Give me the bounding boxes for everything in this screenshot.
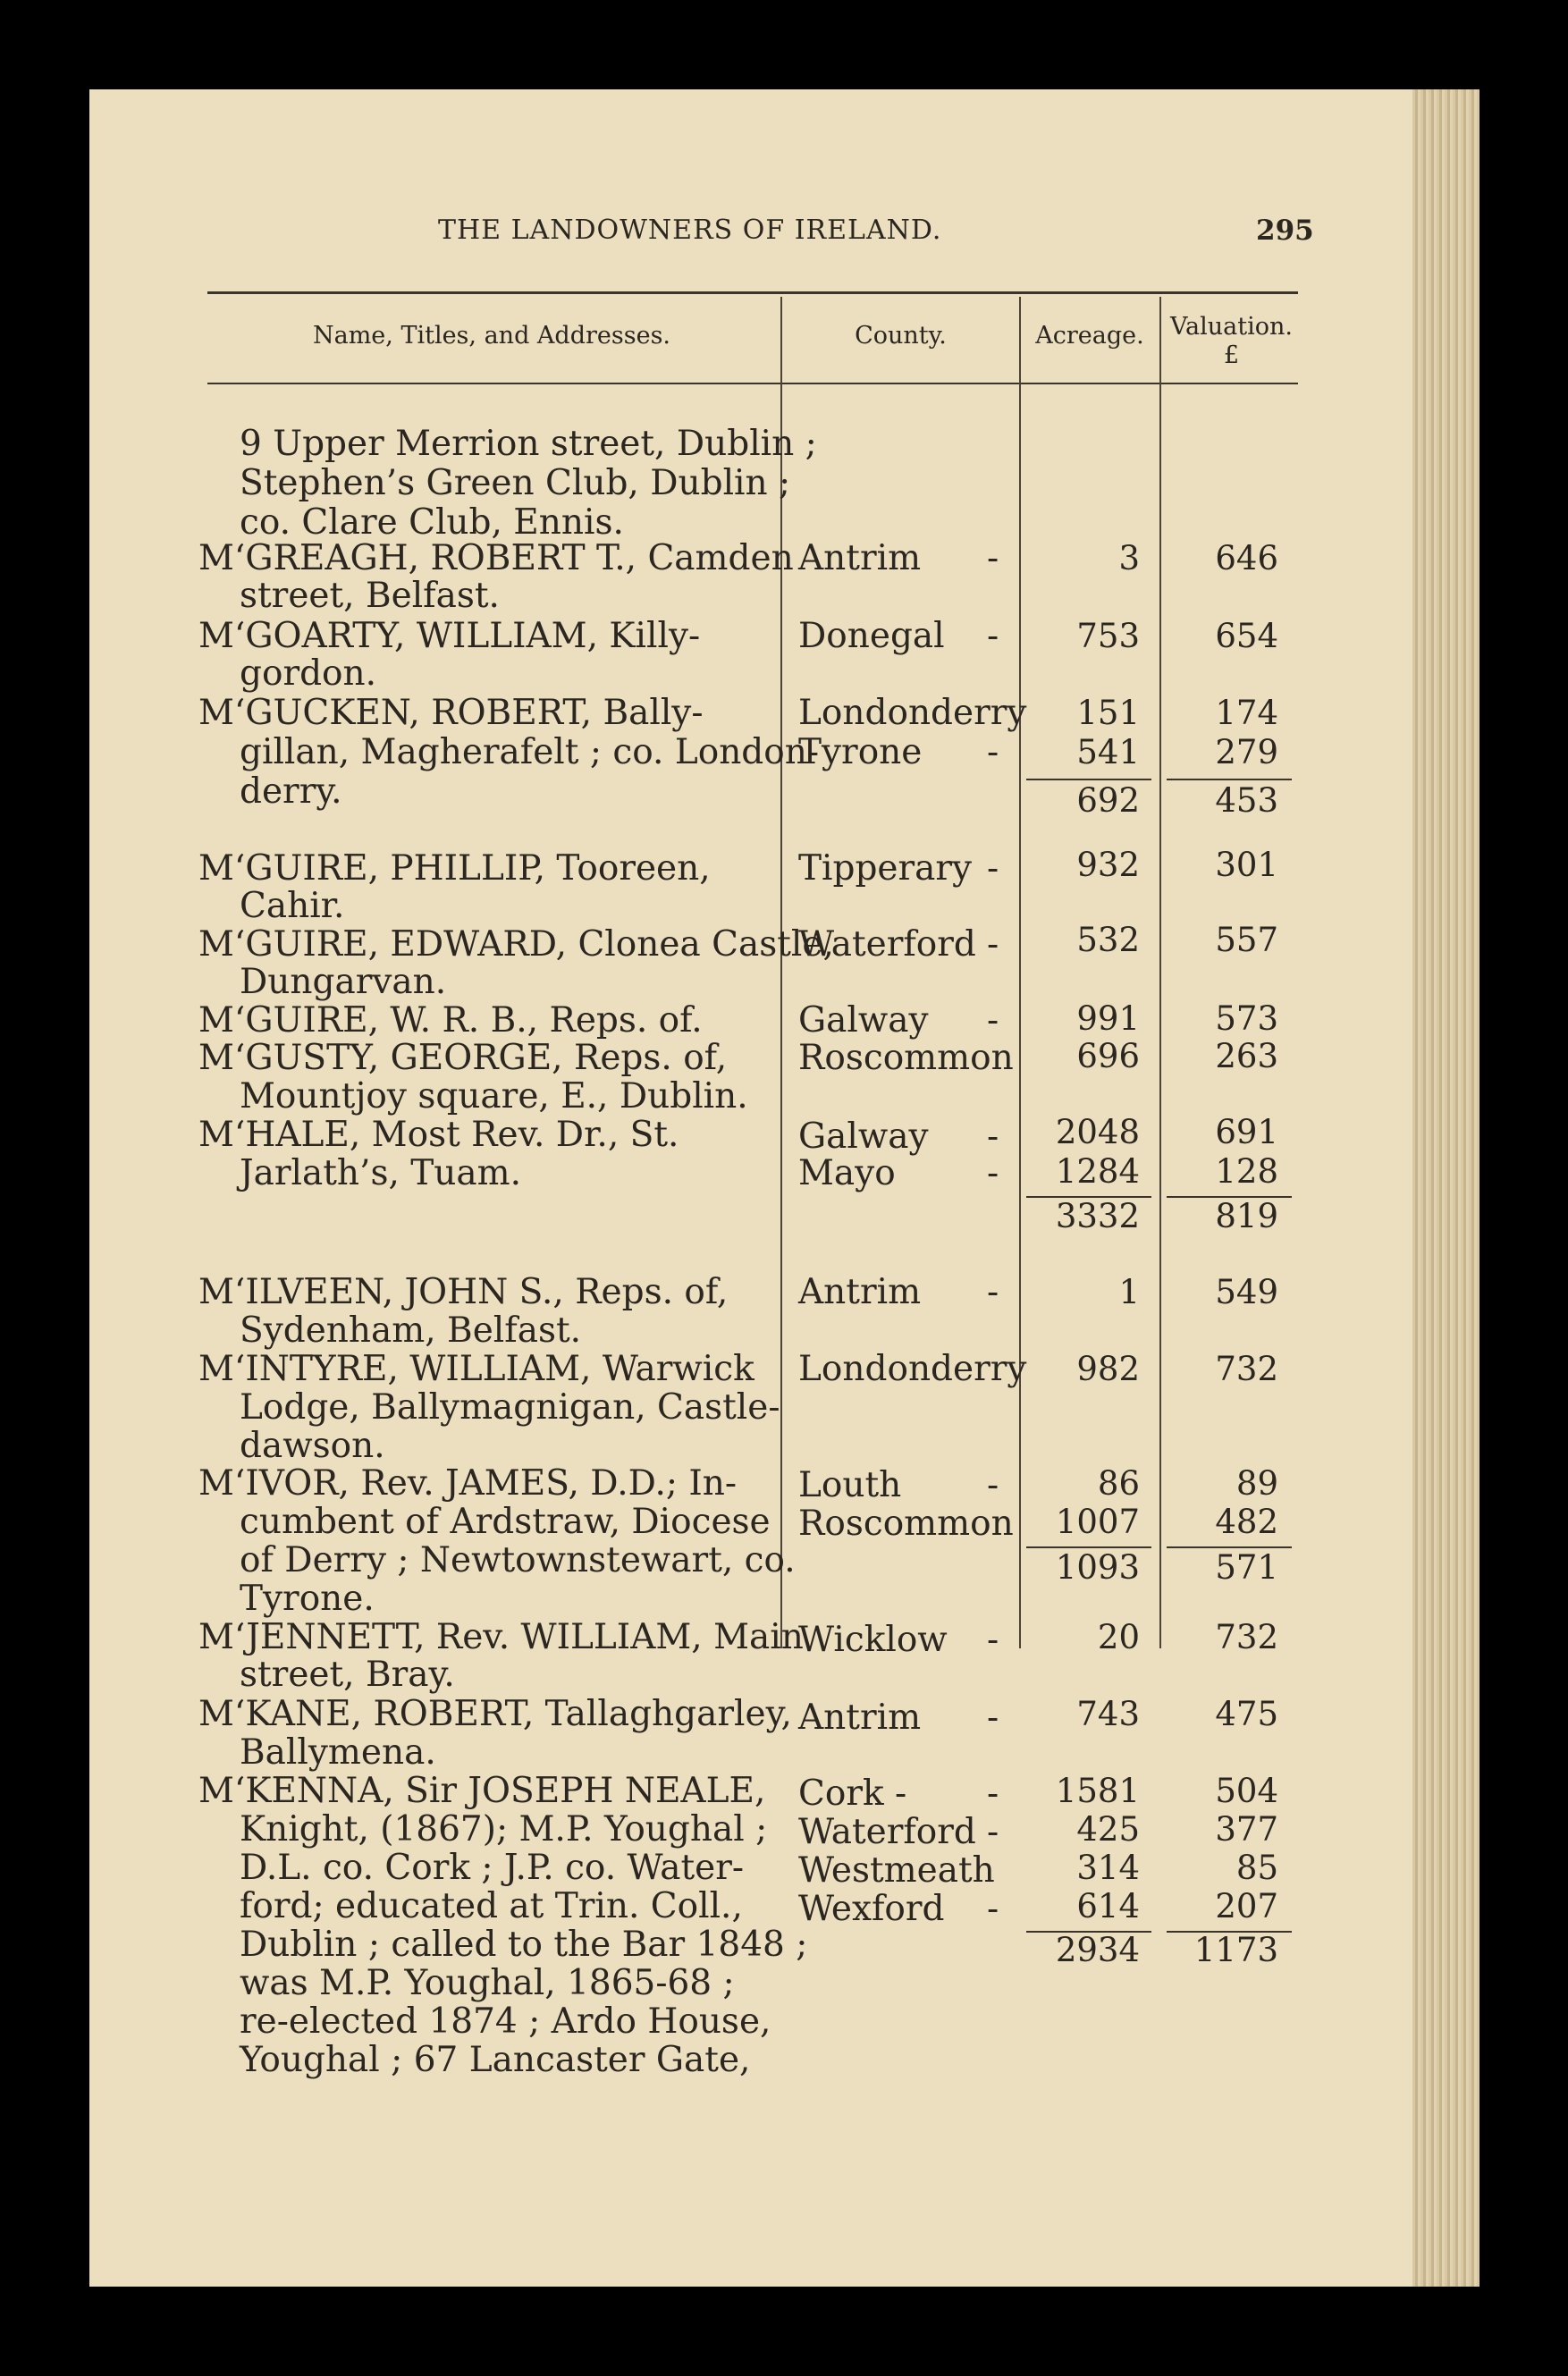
acreage-cell: 1007 <box>1055 1503 1140 1541</box>
table-top-rule <box>207 291 1298 294</box>
county-dash: - <box>987 1000 999 1041</box>
county-cell: Galway <box>798 1000 929 1041</box>
acreage-total: 3332 <box>1055 1197 1140 1235</box>
text-line: ford; educated at Trin. Coll., <box>240 1886 743 1926</box>
valuation-cell: 691 <box>1215 1113 1278 1151</box>
valuation-cell: 654 <box>1215 617 1278 655</box>
header-bottom-rule <box>207 383 1298 384</box>
text-line: M‘KENNA, Sir JOSEPH NEALE, <box>198 1771 766 1811</box>
text-line: M‘GUIRE, PHILLIP, Tooreen, <box>198 848 711 889</box>
acreage-cell: 86 <box>1097 1464 1140 1503</box>
county-dash: - <box>987 1272 999 1312</box>
valuation-cell: 263 <box>1215 1037 1278 1075</box>
column-header-county: County. <box>855 322 947 350</box>
acreage-total: 2934 <box>1055 1931 1140 1969</box>
column-header-name: Name, Titles, and Addresses. <box>312 322 671 350</box>
text-line: re-elected 1874 ; Ardo House, <box>240 2001 771 2042</box>
valuation-cell: 475 <box>1215 1695 1278 1733</box>
valuation-cell: 732 <box>1215 1618 1278 1656</box>
county-cell: Antrim <box>798 1272 922 1312</box>
acreage-cell: 991 <box>1076 999 1140 1038</box>
column-header-valuation <box>1162 313 1301 370</box>
valuation-cell: 732 <box>1215 1350 1278 1388</box>
valuation-cell: 279 <box>1215 733 1278 771</box>
valuation-cell: 301 <box>1215 846 1278 884</box>
county-dash: - <box>987 732 999 772</box>
county-cell: Cork - <box>798 1774 907 1814</box>
county-cell: Louth <box>798 1465 902 1505</box>
sum-rule <box>1167 779 1292 780</box>
text-line: Dungarvan. <box>240 962 447 1002</box>
text-line: gordon. <box>240 653 377 694</box>
county-dash: - <box>987 1620 999 1660</box>
text-line: Mountjoy square, E., Dublin. <box>240 1076 748 1116</box>
valuation-cell: 174 <box>1215 694 1278 732</box>
valuation-cell: 377 <box>1215 1810 1278 1849</box>
text-line: M‘HALE, Most Rev. Dr., St. <box>198 1115 679 1155</box>
acreage-total: 1093 <box>1055 1548 1140 1587</box>
text-line: M‘GUSTY, GEORGE, Reps. of, <box>198 1038 728 1078</box>
text-line: M‘GUCKEN, ROBERT, Bally- <box>198 693 704 733</box>
text-line: Stephen’s Green Club, Dublin ; <box>240 463 791 503</box>
county-cell: Roscommon <box>798 1504 1014 1544</box>
valuation-unit: £ <box>1223 341 1240 369</box>
acreage-cell: 532 <box>1076 921 1140 959</box>
county-dash: - <box>987 1698 999 1738</box>
text-line: M‘GOARTY, WILLIAM, Killy- <box>198 616 701 656</box>
county-dash: - <box>987 924 999 965</box>
county-cell: Tyrone <box>798 732 923 772</box>
county-cell: Galway <box>798 1116 929 1157</box>
county-cell: Londonderry <box>798 1349 1027 1389</box>
county-cell: Londonderry <box>798 693 1027 733</box>
valuation-total: 453 <box>1215 781 1278 820</box>
county-cell: Westmeath <box>798 1850 995 1891</box>
text-line: D.L. co. Cork ; J.P. co. Water- <box>240 1848 745 1888</box>
valuation-cell: 549 <box>1215 1273 1278 1311</box>
page-edge <box>1412 89 1479 2287</box>
text-line: Cahir. <box>240 886 345 926</box>
text-line: Tyrone. <box>240 1579 375 1619</box>
county-dash: - <box>987 1889 999 1929</box>
valuation-cell: 573 <box>1215 999 1278 1038</box>
county-cell: Wicklow <box>798 1620 948 1660</box>
acreage-cell: 743 <box>1076 1695 1140 1733</box>
valuation-cell: 85 <box>1235 1849 1278 1887</box>
county-cell: Waterford <box>798 924 976 965</box>
text-line: derry. <box>240 771 342 812</box>
text-line: Ballymena. <box>240 1732 436 1773</box>
text-line: M‘JENNETT, Rev. WILLIAM, Main <box>198 1617 804 1657</box>
county-dash: - <box>987 538 999 578</box>
acreage-cell: 20 <box>1097 1618 1140 1656</box>
text-line: M‘GUIRE, W. R. B., Reps. of. <box>198 1000 703 1041</box>
text-line: M‘INTYRE, WILLIAM, Warwick <box>198 1349 754 1389</box>
county-cell: Wexford <box>798 1889 945 1929</box>
county-cell: Mayo <box>798 1153 896 1193</box>
valuation-label: Valuation. <box>1170 313 1293 341</box>
acreage-total: 692 <box>1076 781 1140 820</box>
text-line: 9 Upper Merrion street, Dublin ; <box>240 424 817 464</box>
acreage-cell: 3 <box>1118 539 1140 577</box>
text-line: Knight, (1867); M.P. Youghal ; <box>240 1809 768 1849</box>
county-dash: - <box>987 1774 999 1814</box>
column-divider-3 <box>1159 297 1161 1648</box>
text-line: Dublin ; called to the Bar 1848 ; <box>240 1925 808 1965</box>
acreage-cell: 314 <box>1076 1849 1140 1887</box>
text-line: cumbent of Ardstraw, Diocese <box>240 1502 771 1542</box>
running-title: THE LANDOWNERS OF IRELAND. <box>438 215 942 246</box>
valuation-cell: 89 <box>1235 1464 1278 1503</box>
text-line: Jarlath’s, Tuam. <box>240 1153 522 1193</box>
valuation-total: 571 <box>1215 1548 1278 1587</box>
acreage-cell: 151 <box>1076 694 1140 732</box>
county-dash: - <box>987 1465 999 1505</box>
column-header-acreage: Acreage. <box>1035 322 1144 350</box>
page-number: 295 <box>1256 215 1314 247</box>
acreage-cell: 982 <box>1076 1350 1140 1388</box>
text-line: M‘IVOR, Rev. JAMES, D.D.; In- <box>198 1463 738 1504</box>
text-line: M‘GUIRE, EDWARD, Clonea Castle, <box>198 924 834 965</box>
valuation-total: 819 <box>1215 1197 1278 1235</box>
county-dash: - <box>987 616 999 656</box>
acreage-cell: 1 <box>1118 1273 1140 1311</box>
text-line: M‘GREAGH, ROBERT T., Camden <box>198 538 794 578</box>
county-dash: - <box>987 1812 999 1852</box>
text-line: Lodge, Ballymagnigan, Castle- <box>240 1387 780 1428</box>
county-dash: - <box>987 1153 999 1193</box>
acreage-cell: 425 <box>1076 1810 1140 1849</box>
acreage-cell: 753 <box>1076 617 1140 655</box>
text-line: gillan, Magherafelt ; co. London- <box>240 732 820 772</box>
county-cell: Waterford <box>798 1812 976 1852</box>
text-line: was M.P. Youghal, 1865-68 ; <box>240 1963 735 2003</box>
valuation-cell: 128 <box>1215 1152 1278 1191</box>
acreage-cell: 2048 <box>1055 1113 1140 1151</box>
acreage-cell: 614 <box>1076 1887 1140 1925</box>
valuation-cell: 557 <box>1215 921 1278 959</box>
text-line: street, Bray. <box>240 1655 455 1695</box>
county-cell: Antrim <box>798 1698 922 1738</box>
valuation-cell: 207 <box>1215 1887 1278 1925</box>
acreage-cell: 696 <box>1076 1037 1140 1075</box>
text-line: Sydenham, Belfast. <box>240 1310 582 1351</box>
text-line: of Derry ; Newtownstewart, co. <box>240 1540 796 1580</box>
text-line: M‘ILVEEN, JOHN S., Reps. of, <box>198 1272 729 1312</box>
county-cell: Antrim <box>798 538 922 578</box>
acreage-cell: 1284 <box>1055 1152 1140 1191</box>
text-line: M‘KANE, ROBERT, Tallaghgarley, <box>198 1694 792 1734</box>
text-line: street, Belfast. <box>240 576 500 616</box>
county-dash: - <box>987 1116 999 1157</box>
valuation-total: 1173 <box>1193 1931 1278 1969</box>
text-line: dawson. <box>240 1426 385 1466</box>
county-dash: - <box>987 848 999 889</box>
text-line: co. Clare Club, Ennis. <box>240 502 624 543</box>
valuation-cell: 646 <box>1215 539 1278 577</box>
county-cell: Donegal <box>798 616 945 656</box>
column-divider-2 <box>1019 297 1021 1648</box>
sum-rule <box>1026 779 1151 780</box>
valuation-cell: 482 <box>1215 1503 1278 1541</box>
acreage-cell: 541 <box>1076 733 1140 771</box>
text-line: Youghal ; 67 Lancaster Gate, <box>240 2040 751 2080</box>
county-cell: Roscommon <box>798 1038 1014 1078</box>
valuation-cell: 504 <box>1215 1772 1278 1810</box>
acreage-cell: 1581 <box>1055 1772 1140 1810</box>
county-cell: Tipperary <box>798 848 973 889</box>
acreage-cell: 932 <box>1076 846 1140 884</box>
